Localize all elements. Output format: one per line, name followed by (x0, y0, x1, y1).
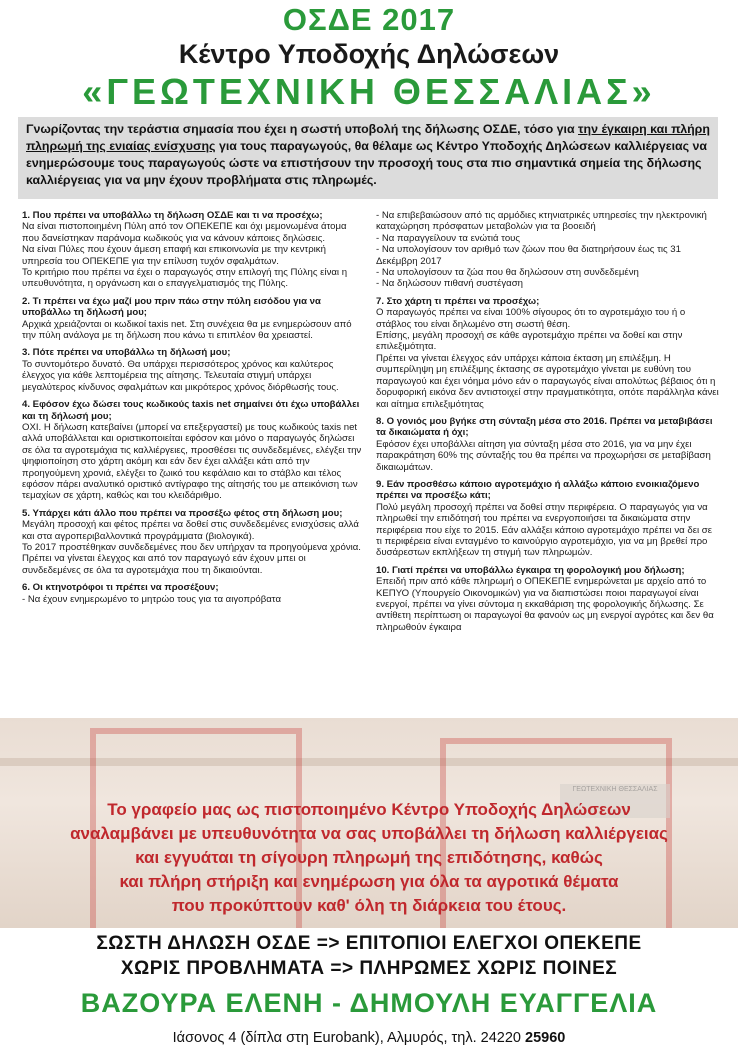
owner-names: ΒΑΖΟΥΡΑ ΕΛΕΝΗ - ΔΗΜΟΥΛΗ ΕΥΑΓΓΕΛΙΑ (80, 988, 658, 1018)
faq-section (376, 296, 720, 410)
office-line: Το γραφείο μας ως πιστοποιημένο Κέντρο Υποδοχής Δηλώσεων (107, 800, 631, 819)
intro-box (18, 117, 718, 199)
office-line: αναλαμβάνει με υπευθυνότητα να σας υποβάλλει τη δήλωση καλλιέργειας (70, 824, 668, 843)
faq-section (376, 416, 720, 473)
faq-section (22, 296, 366, 342)
faq-answer: - Να υπολογίσουν τα ζώα που θα δηλώσουν στη συνδεδεμένη (376, 267, 639, 279)
intro-text-2: για τους παραγωγούς, θα θέλαμε ως Κέντρο Υποδοχής Δηλώσεων καλλιέργειας να ενημερώσουμε τους παραγωγούς ώστε να επιστήσουν την προσοχή τους στα πιο σημαντικά σημεία της δήλωσης καλλιέργειας για να μην έχουν προβλήματα στις πληρωμές. (26, 139, 708, 187)
faq-question: 7. Στο χάρτη τι πρέπει να προσέχω; (376, 295, 540, 307)
faq-question: 10. Γιατί πρέπει να υποβάλλω έγκαιρα τη φορολογική μου δήλωση; (376, 564, 685, 576)
faq-section (376, 210, 720, 290)
office-line: και εγγυάται τη σίγουρη πληρωμή της επιδότησης, καθώς (135, 848, 603, 867)
faq-question: 6. Οι κτηνοτρόφοι τι πρέπει να προσέξουν; (22, 582, 219, 594)
faq-answer: ΟΧΙ. Η δήλωση κατεβαίνει (μπορεί να επεξεργαστεί) με τους κωδικούς taxis net αλλά υποβάλλεται και οριστικοποιείται εφόσον και μόνο ο παραγωγός δηλώσει σε όλα τα αγροτεμάχια τις καλλιέργειες, προσθέσει τις συνδεδεμένες, ελέγξει την ψηφιοποίηση στο χάρτη ακόμη και εάν δεν έχει αλλάξει κάτι από την προηγούμενη χρονιά, ελέγξει το ζωικό του κεφάλαιο και το στάβλο και τέλος εφόσον πάρει αναλυτικό οριστικό αντίγραφο της αίτησής του με απεικόνιση των τεμαχίων σε χάρτη, καθώς και του κλειδάριθμο. (22, 421, 362, 502)
faq-answer: Επίσης, μεγάλη προσοχή σε κάθε αγροτεμάχιο πρέπει να δοθεί και στην επιλεξιμότητα. (376, 330, 683, 353)
faq-right-column (376, 210, 720, 639)
faq-section (22, 399, 366, 502)
faq-answer: Το κριτήριο που πρέπει να έχει ο παραγωγός στην επιλογή της Πύλης είναι η υπευθυνότητα, η οργάνωση και ο επαγγελματισμός της Πύλης. (22, 267, 348, 290)
photo-office-sign: ΓΕΩΤΕΧΝΙΚΗ ΘΕΣΣΑΛΙΑΣ (560, 784, 670, 818)
faq-answer: Το συντομότερο δυνατό. Θα υπάρχει περισσότερος χρόνος και καλύτερος έλεγχος για κάθε λεπτομέρεια της αίτησης. Τελευταία στιγμή υπάρχει μεγαλύτερος κίνδυνος σφαλμάτων και μικρότερος χρόνος διόρθωσής τους. (22, 358, 339, 393)
phone-number-suffix: 25960 (525, 1030, 566, 1046)
slogan-line-1: ΣΩΣΤΗ ΔΗΛΩΣΗ ΟΣΔΕ => ΕΠΙΤΟΠΙΟΙ ΕΛΕΓΧΟΙ ΟΠΕΚΕΠΕ (96, 933, 642, 954)
address-line (0, 1030, 738, 1046)
faq-answer: Πρέπει να γίνεται έλεγχος εάν υπάρχει κάποια έκταση μη επιλέξιμη. Η συμπερίληψη μη επιλέξιμης έκτασης σε αγροτεμάχιο γίνεται με ευθύνη του παραγωγού και έχει νόημα μόνο εάν ο παραγωγός είναι απολύτως βέβαιος ότι η δορυφορική εικόνα δεν αντιστοιχεί στην πραγματικότητα, οπότε παράλληλα κάνει και αίτημα επιλεξιμότητας (376, 352, 719, 410)
faq-answer: Επειδή πριν από κάθε πληρωμή ο ΟΠΕΚΕΠΕ ενημερώνεται με αρχείο από το ΚΕΠΥΟ (Υπουργείο Οικονομικών) για να διαπιστώσει ποιοι παραγωγοί είναι ενεργοί, πρέπει να γίνει σύντομα η εκκαθάριση της φορολογικής δήλωσης. Σε αντίθετη περίπτωση οι παραγωγοί θα φανούν ως μη ενεργοί αγρότες και δεν θα πληρωθούν έγκαιρα (376, 576, 714, 633)
faq-answer: - Να δηλώσουν πιθανή συστέγαση (376, 278, 523, 290)
page-subtitle: Κέντρο Υποδοχής Δηλώσεων (178, 39, 560, 69)
faq-section (22, 508, 366, 576)
faq-answer: Πολύ μεγάλη προσοχή πρέπει να δοθεί στην περιφέρεια. Ο παραγωγός για να πληρωθεί την επιδότησή του πρέπει να ενεργοποιήσει τα δικαιώματα στην περιφέρεια που είχε το 2015. Εάν αλλάξει κάποιο αγροτεμάχιο πρέπει να δει σε τι περιφέρεια είναι ενταγμένο το καινούργιο αγροτεμάχιο, για να μη βρεθεί προ δυσάρεστων εκπλήξεων τη στιγμή των πληρωμών. (376, 501, 712, 559)
faq-section (376, 565, 720, 633)
faq-answer: Εφόσον έχει υποβάλλει αίτηση για σύνταξη μέσα στο 2016, για να μην έχει παρακράτηση 60% της σύνταξής του θα πρέπει να προχωρήσει σε μεταβίβαση δικαιωμάτων. (376, 438, 711, 473)
faq-answer: Το 2017 προστέθηκαν συνδεδεμένες που δεν υπήρχαν τα προηγούμενα χρόνια. (22, 541, 361, 553)
page-title: ΟΣΔΕ 2017 (282, 2, 456, 37)
faq-answer: - Να επιβεβαιώσουν από τις αρμόδιες κτηνιατρικές υπηρεσίες την ηλεκτρονική καταχώρηση πρόσφατων μεταβολών για τα βοοειδή (376, 210, 707, 233)
faq-question: 2. Τι πρέπει να έχω μαζί μου πριν πάω στην πύλη εισόδου για να υποβάλλω τη δήλωσή μου; (22, 295, 321, 319)
faq-question: 1. Που πρέπει να υποβάλλω τη δήλωση ΟΣΔΕ και τι να προσέχω; (22, 210, 323, 221)
faq-answer: Πρέπει να γίνεται έλεγχος και από τον παραγωγό εάν έχουν μπει οι συνδεδεμένες σε όλα τα αγροτεμάχια που τη δικαιούνται. (22, 553, 306, 576)
office-line: που προκύπτουν καθ' όλη τη διάρκεια του έτους. (171, 896, 567, 915)
faq-question: 4. Εφόσον έχω δώσει τους κωδικούς taxis net σημαίνει ότι έχω υποβάλλει και τη δήλωσή μου; (22, 399, 360, 422)
address-text: Ιάσονος 4 (δίπλα στη Eurobank), Αλμυρός, τηλ. 24220 (172, 1030, 526, 1046)
faq-answer: Να είναι Πύλες που έχουν άμεση επαφή και επικοινωνία με την κεντρική υπηρεσία του ΟΠΕΚΕΠΕ για την επίλυση τυχόν σφαλμάτων. (22, 244, 326, 267)
intro-text-1: Γνωρίζοντας την τεράστια σημασία που έχει η σωστή υποβολή της δήλωσης ΟΣΔΕ, τόσο για (26, 122, 579, 136)
faq-section (22, 582, 366, 605)
faq-answer: Ο παραγωγός πρέπει να είναι 100% σίγουρος ότι το αγροτεμάχιο του ή ο στάβλος του είναι δηλωμένο στη σωστή θέση. (376, 307, 686, 330)
intro-underlined: την έγκαιρη και πλήρη πληρωμή της ενιαίας ενίσχυσης (26, 122, 710, 153)
faq-question: 8. Ο γονιός μου βγήκε στη σύνταξη μέσα στο 2016. Πρέπει να μεταβιβάσει τα δικαιώματα ή όχι; (376, 415, 713, 439)
faq-answer: Αρχικά χρειάζονται οι κωδικοί taxis net. Στη συνέχεια θα με ενημερώσουν από την πύλη ανάλογα με τη δήλωση που κάνω τι επιπλέον θα χρειαστεί. (22, 318, 352, 342)
faq-section (22, 347, 366, 393)
faq-left-column (22, 210, 366, 611)
office-statement (20, 798, 718, 918)
faq-question: 3. Πότε πρέπει να υποβάλλω τη δήλωσή μου; (22, 347, 231, 359)
faq-answer: - Να παραγγείλουν τα ενώτιά τους (376, 232, 521, 244)
faq-question: 5. Υπάρχει κάτι άλλο που πρέπει να προσέξω φέτος στη δήλωση μου; (22, 507, 343, 519)
faq-answer: - Να υπολογίσουν τον αριθμό των ζώων που θα διατηρήσουν έως τις 31 Δεκέμβρη 2017 (376, 244, 681, 267)
slogan-line-2: ΧΩΡΙΣ ΠΡΟΒΛΗΜΑΤΑ => ΠΛΗΡΩΜΕΣ ΧΩΡΙΣ ΠΟΙΝΕΣ (120, 958, 618, 979)
faq-question: 9. Εάν προσθέσω κάποιο αγροτεμάχιο ή αλλάξω κάποιο ενοικιαζόμενο πρέπει να προσέξω κάτι; (376, 478, 700, 502)
faq-section (22, 210, 366, 290)
office-line: και πλήρη στήριξη και ενημέρωση για όλα τα αγροτικά θέματα (119, 872, 619, 891)
faq-answer: - Να έχουν ενημερωμένο το μητρώο τους για τα αιγοπρόβατα (22, 593, 282, 605)
faq-answer: Μεγάλη προσοχή και φέτος πρέπει να δοθεί στις συνδεδεμένες ενισχύσεις αλλά και στα αγροπεριβαλλοντικά προγράμματα (βιολογικά). (22, 519, 359, 542)
faq-section (376, 479, 720, 559)
company-name: «ΓΕΩΤΕΧΝΙΚΗ ΘΕΣΣΑΛΙΑΣ» (82, 71, 656, 112)
faq-answer: Να είναι πιστοποιημένη Πύλη από τον ΟΠΕΚΕΠΕ και όχι μεμονωμένα άτομα που δανείστηκαν παράνομα κωδικούς για να κάνουν κάποιες δηλώσεις. (22, 221, 347, 244)
